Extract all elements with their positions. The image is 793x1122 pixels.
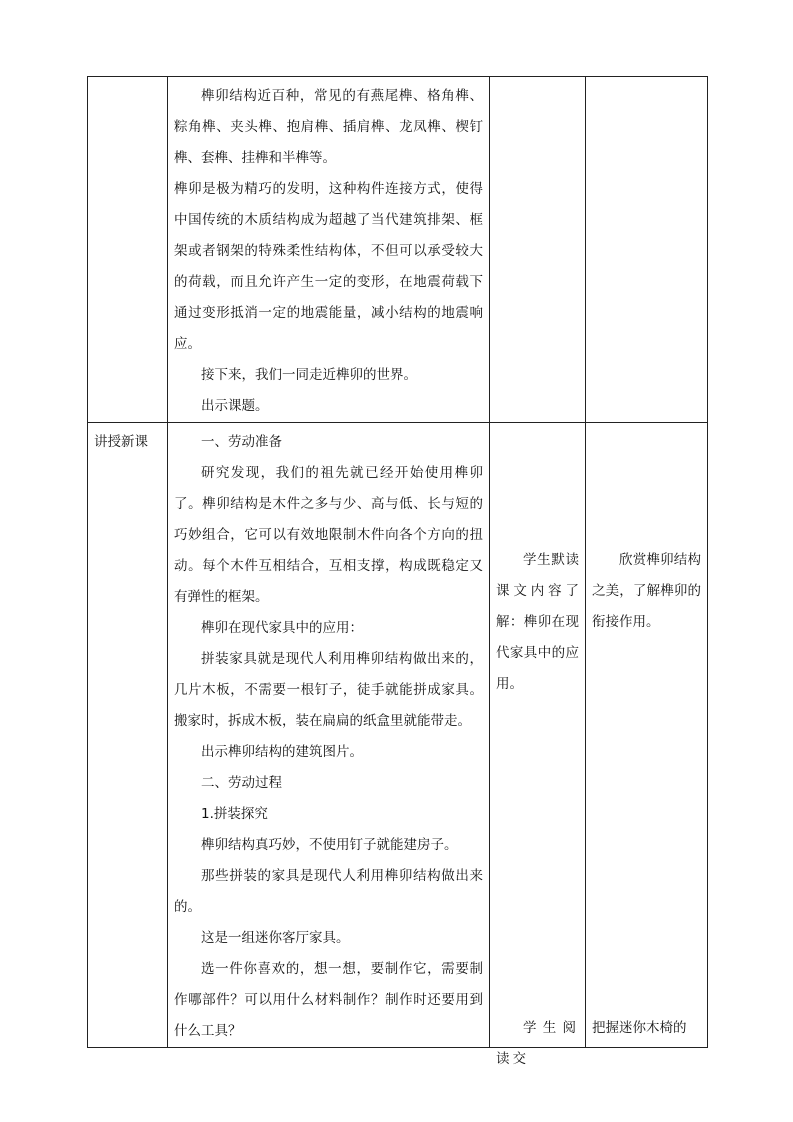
paragraph-approach: 接下来，我们一同走近榫卯的世界。	[201, 367, 417, 383]
paragraph-assembled-made: 那些拼装的家具是现代人利用榫卯结构做出来的。	[174, 868, 483, 915]
table-row-new-lesson	[88, 423, 708, 1048]
paragraph-tenon-clever: 榫卯结构真巧妙，不使用钉子就能建房子。	[201, 837, 458, 853]
heading-labor-process: 二、劳动过程	[201, 775, 282, 791]
heading-labor-preparation: 一、劳动准备	[201, 434, 282, 450]
student-activity-cell-lesson	[490, 423, 586, 1067]
design-intent-appreciate: 欣赏榫卯结构之美，了解榫卯的衔接作用。	[592, 552, 701, 630]
paragraph-mini-living-room: 这是一组迷你客厅家具。	[201, 930, 350, 946]
paragraph-tenon-types: 榫卯结构近百种，常见的有燕尾榫、格角榫、粽角榫、夹头榫、抱肩榫、插肩榫、龙凤榫、楔钉榫、套榫、挂榫和半榫等。	[174, 88, 483, 166]
paragraph-research-finding: 研究发现，我们的祖先就已经开始使用榫卯了。榫卯结构是木件之多与少、高与低、长与短的巧妙组合，它可以有效地限制木件向各个方向的扭动。每个木件互相结合，互相支撑，构成既稳定又有弹性的框架。	[174, 465, 483, 605]
paragraph-show-building-images: 出示榫卯结构的建筑图片。	[201, 744, 363, 760]
paragraph-modern-furniture-title: 榫卯在现代家具中的应用：	[201, 620, 363, 636]
section-label-cell	[88, 423, 168, 1048]
student-activity-reading: 学生默读课文内容了解：榫卯在现代家具中的应用。	[496, 552, 579, 692]
section-label: 讲授新课	[94, 434, 148, 450]
design-intent-cell-intro	[586, 77, 708, 423]
subheading-assembly-exploration: 1.拼装探究	[201, 806, 268, 822]
teacher-activity-cell-lesson	[168, 423, 490, 1048]
design-intent-mini-chair: 把握迷你木椅的	[592, 1020, 687, 1036]
student-activity-cell-intro	[490, 77, 586, 423]
student-activity-discuss: 学生阅读交	[496, 1020, 579, 1067]
lesson-plan-table	[87, 76, 708, 1067]
paragraph-choose-and-think: 选一件你喜欢的，想一想，要制作它，需要制作哪部件？可以用什么材料制作？制作时还要用到什么工具？	[174, 961, 483, 1039]
teacher-activity-cell-intro	[168, 77, 490, 423]
paragraph-tenon-invention: 榫卯是极为精巧的发明，这种构件连接方式，使得中国传统的木质结构成为超越了当代建筑排架、框架或者钢架的特殊柔性结构体，不但可以承受较大的荷载，而且允许产生一定的变形，在地震荷载下通过变形抵消一定的地震能量，减小结构的地震响应。	[174, 181, 483, 352]
paragraph-assembled-furniture: 拼装家具就是现代人利用榫卯结构做出来的，几片木板，不需要一根钉子，徒手就能拼成家具。搬家时，拆成木板，装在扁扁的纸盒里就能带走。	[174, 651, 483, 729]
design-intent-cell-lesson	[586, 423, 708, 1048]
section-label-cell-empty	[88, 77, 168, 423]
table-row-intro	[88, 77, 708, 423]
paragraph-show-topic: 出示课题。	[201, 398, 269, 414]
